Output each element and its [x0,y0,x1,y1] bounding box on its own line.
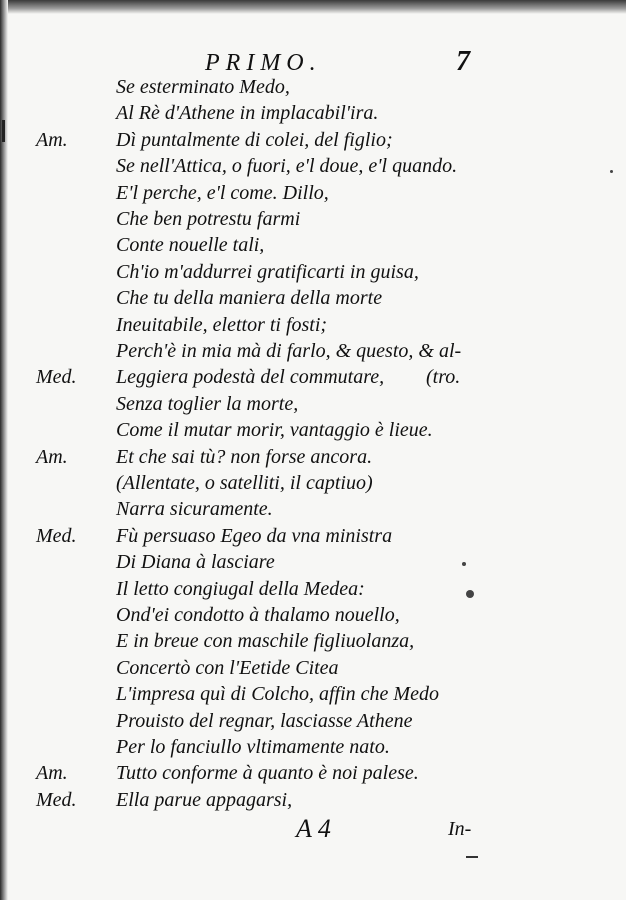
signature-mark: A 4 [296,814,331,843]
ink-speck [462,562,466,566]
verse-line: Et che sai tù? non forse ancora. [116,446,373,468]
verse-line: Fù persuaso Egeo da vna ministra [116,525,393,547]
ink-speck [610,170,613,173]
verse-line: Che tu della maniera della morte [116,287,383,309]
ink-speck [466,590,474,598]
verse-line: Ella parue appagarsi, [116,789,293,811]
verse-line: Che ben potrestu farmi [116,208,301,230]
verse-line: Narra sicuramente. [116,498,273,520]
verse-line: Al Rè d'Athene in implacabil'ira. [116,102,379,124]
verse-line: Ineuitabile, elettor ti fosti; [116,314,328,336]
turnover-text: (tro. [426,366,461,388]
running-head: PRIMO. [205,50,322,76]
speaker-label: Med. [36,789,77,811]
verse-line: Come il mutar morir, vantaggio è lieue. [116,419,433,441]
verse-line: Per lo fanciullo vltimamente nato. [116,736,390,758]
verse-line: Perch'è in mia mà di farlo, & questo, & al- [116,340,462,362]
verse-line: E in breue con maschile figliuolanza, [116,630,415,652]
speaker-label: Am. [36,762,68,784]
verse-line: Tutto conforme à quanto è noi palese. [116,762,419,784]
verse-line: Dì puntalmente di colei, del figlio; [116,129,393,151]
page-number: 7 [456,46,470,77]
verse-line: (Allentate, o satelliti, il captiuo) [116,472,373,494]
verse-line: E'l perche, e'l come. Dillo, [116,182,329,204]
speaker-label: Am. [36,129,68,151]
speaker-label: Med. [36,366,77,388]
speaker-label: Am. [36,446,68,468]
verse-line: Concertò con l'Eetide Citea [116,657,339,679]
verse-line: Se esterminato Medo, [116,76,290,98]
verse-line: Di Diana à lasciare [116,551,275,573]
verse-line: Senza toglier la morte, [116,393,299,415]
verse-line: Se nell'Attica, o fuori, e'l doue, e'l quando. [116,155,458,177]
verse-line: Conte nouelle tali, [116,234,265,256]
margin-mark [2,120,5,142]
speaker-label: Med. [36,525,77,547]
page-top-edge [0,0,626,14]
verse-line: Ch'io m'addurrei gratificarti in guisa, [116,261,419,283]
verse-line: Ond'ei condotto à thalamo nouello, [116,604,400,626]
verse-line: Il letto congiugal della Medea: [116,578,365,600]
verse-line: Leggiera podestà del commutare, [116,366,385,388]
dash-mark [466,856,478,858]
verse-line: Prouisto del regnar, lasciasse Athene [116,710,413,732]
catchword: In- [448,818,472,840]
verse-line: L'impresa quì di Colcho, affin che Medo [116,683,439,705]
